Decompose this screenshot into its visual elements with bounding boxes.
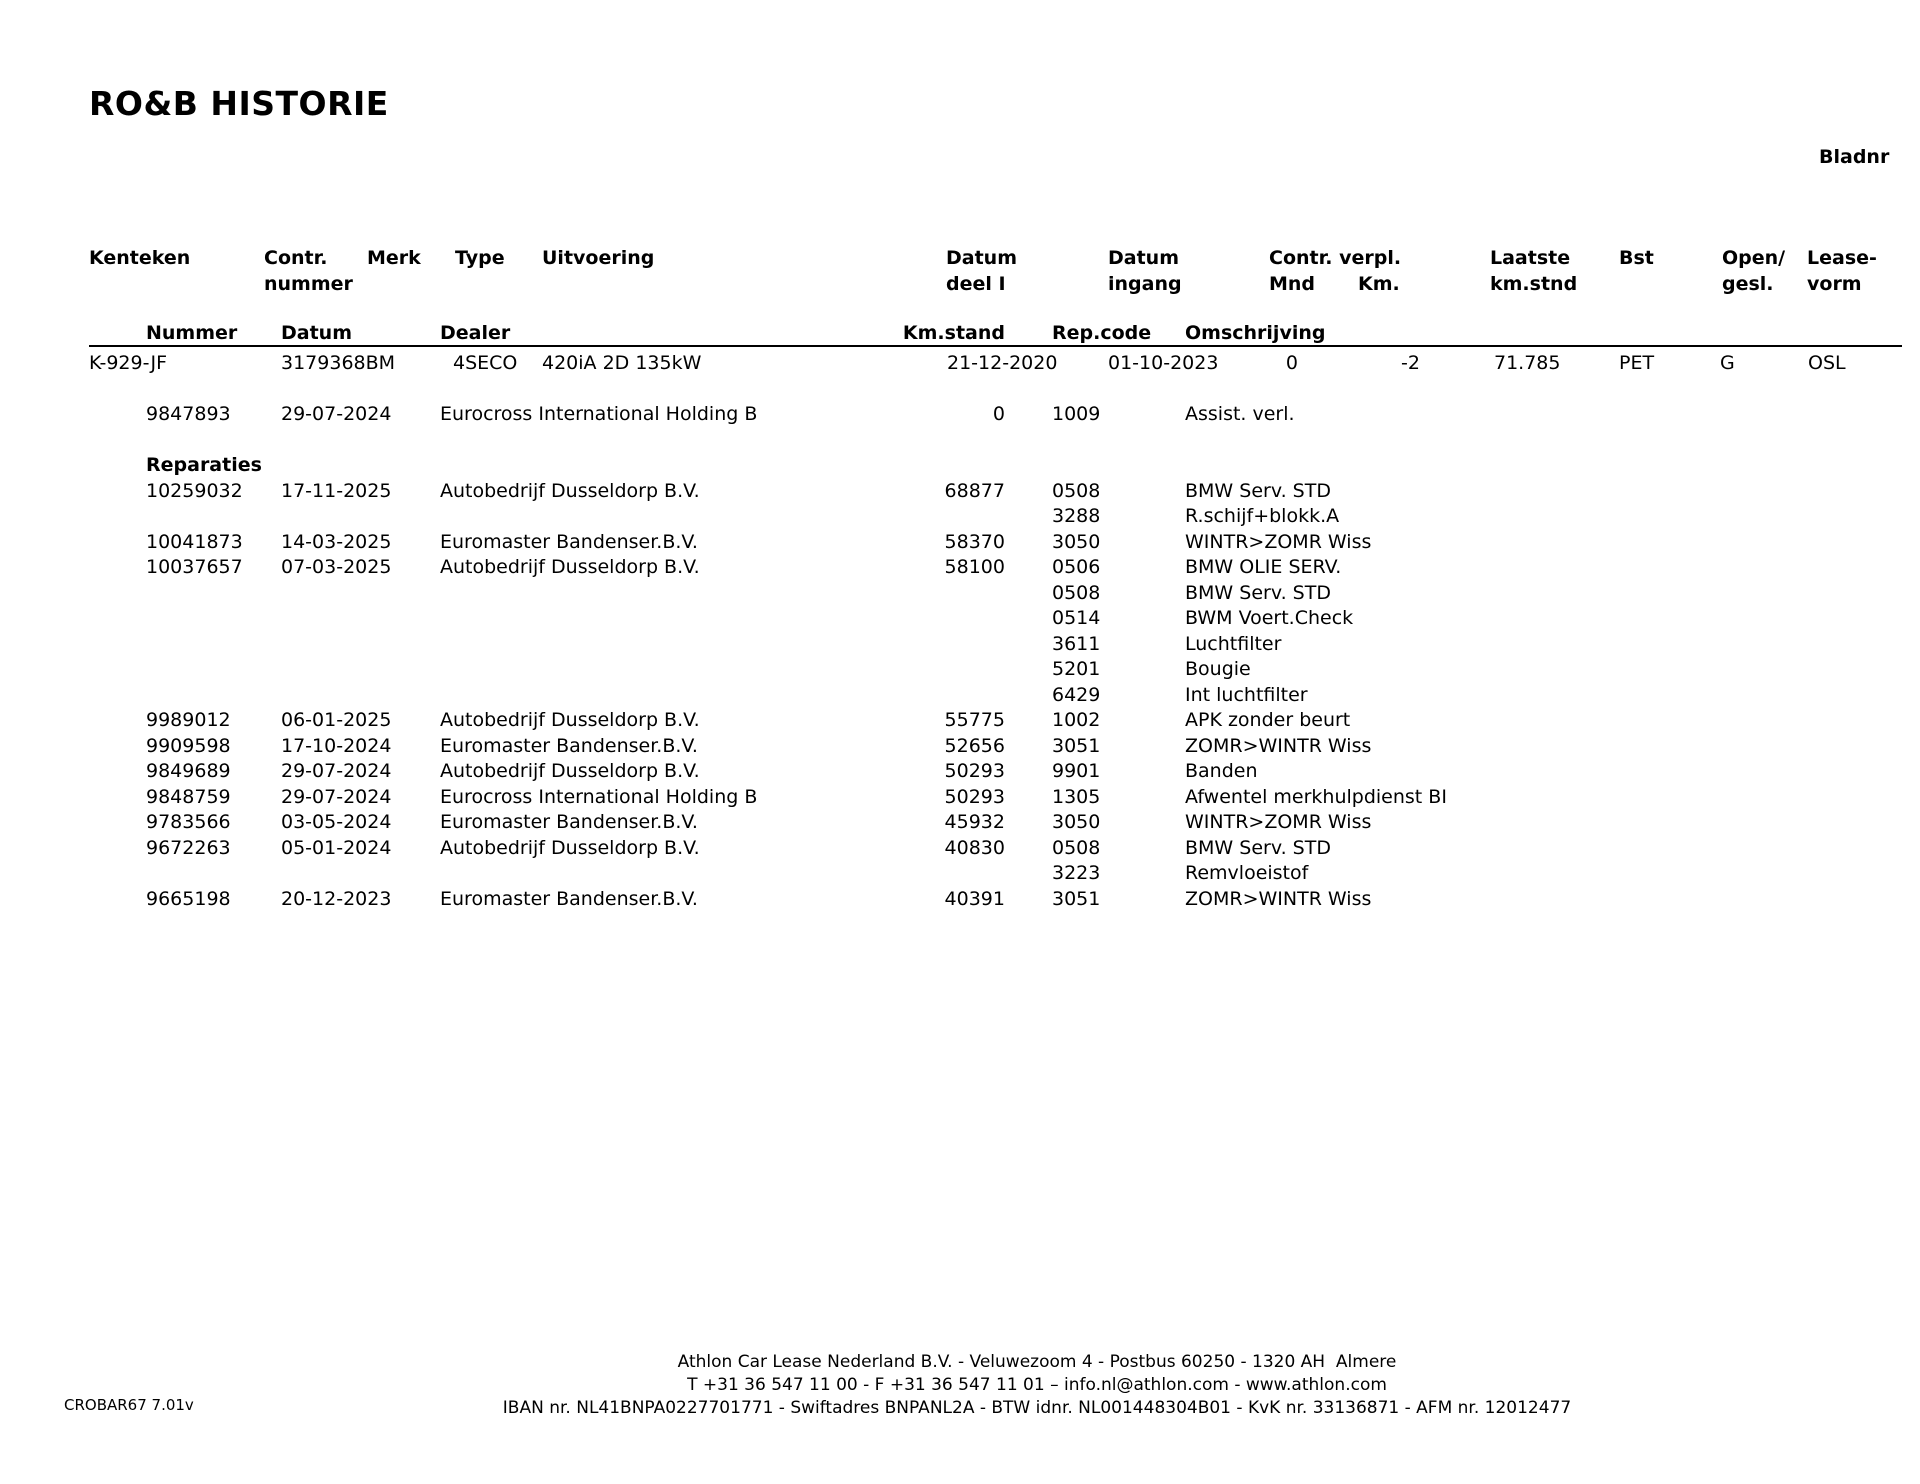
col-header-lease-vorm-line1: Lease- bbox=[1807, 247, 1877, 269]
record-number: 9989012 bbox=[146, 709, 231, 731]
record-omschrijving: BMW Serv. STD bbox=[1185, 479, 1331, 502]
record-dealer: Euromaster Bandenser.B.V. bbox=[440, 530, 698, 553]
record-omschrijving: WINTR>ZOMR Wiss bbox=[1185, 811, 1372, 833]
vehicle-uitvoering: 420iA 2D 135kW bbox=[542, 352, 702, 374]
record-rep-code: 0506 bbox=[1052, 556, 1101, 578]
record-km-stand: 0 bbox=[992, 403, 1005, 425]
col-header-omschrijving: Omschrijving bbox=[1185, 322, 1326, 344]
record-omschrijving: BWM Voert.Check bbox=[1185, 607, 1354, 629]
record-rep-code: 5201 bbox=[1052, 658, 1101, 680]
record-dealer: Euromaster Bandenser.B.V. bbox=[440, 811, 698, 833]
col-header-laatste-line1: Laatste bbox=[1490, 247, 1571, 269]
record-km-stand: 52656 bbox=[944, 734, 1005, 757]
col-header-type: Type bbox=[455, 247, 505, 269]
record-number: 10041873 bbox=[146, 530, 243, 553]
record-omschrijving: Assist. verl. bbox=[1185, 403, 1295, 425]
record-rep-code: 3050 bbox=[1052, 811, 1101, 833]
record-omschrijving: BMW OLIE SERV. bbox=[1185, 556, 1342, 578]
col-header-contr-verpl: Contr. verpl. bbox=[1269, 247, 1402, 269]
record-date: 29-07-2024 bbox=[281, 403, 392, 425]
record-date: 17-10-2024 bbox=[281, 734, 392, 757]
record-dealer: Autobedrijf Dusseldorp B.V. bbox=[440, 556, 700, 578]
col-header-rep-code: Rep.code bbox=[1052, 322, 1152, 344]
repair-row bbox=[0, 632, 1920, 658]
reparaties-section-label: Reparaties bbox=[146, 454, 262, 476]
record-rep-code: 9901 bbox=[1052, 760, 1101, 782]
col-header-km-stand: Km.stand bbox=[902, 322, 1005, 344]
record-omschrijving: WINTR>ZOMR Wiss bbox=[1185, 530, 1372, 553]
repair-row bbox=[0, 708, 1920, 734]
record-km-stand: 58370 bbox=[944, 530, 1005, 553]
program-version: CROBAR67 7.01v bbox=[64, 1396, 194, 1414]
vehicle-datum-ingang: 01-10-2023 bbox=[1108, 352, 1219, 374]
record-omschrijving: BMW Serv. STD bbox=[1185, 836, 1331, 859]
record-rep-code: 3050 bbox=[1052, 530, 1101, 553]
reparaties-section-row bbox=[0, 453, 1920, 479]
col-header-datum-deel-line2: deel I bbox=[946, 273, 1006, 295]
col-header-lease-vorm-line2: vorm bbox=[1807, 273, 1862, 295]
record-km-stand: 40830 bbox=[944, 836, 1005, 859]
col-header-datum-ingang-line2: ingang bbox=[1108, 273, 1182, 295]
page-title: RO&B HISTORIE bbox=[89, 84, 389, 123]
record-dealer: Eurocross International Holding B bbox=[440, 403, 758, 425]
col-header-bst: Bst bbox=[1619, 247, 1654, 269]
record-km-stand: 50293 bbox=[944, 760, 1005, 782]
footer-bank-registration: IBAN nr. NL41BNPA0227701771 - Swiftadres BNPANL2A - BTW idnr. NL001448304B01 - KvK nr. 33136871 - AFM nr. 12012477 bbox=[502, 1398, 1572, 1418]
vehicle-open-gesl: G bbox=[1720, 352, 1735, 374]
col-header-open-gesl-line1: Open/ bbox=[1722, 247, 1786, 269]
record-date: 07-03-2025 bbox=[281, 556, 392, 578]
vehicle-datum-deel-i: 21-12-2020 bbox=[947, 352, 1058, 374]
record-dealer: Eurocross International Holding B bbox=[440, 785, 758, 808]
record-number: 10259032 bbox=[146, 479, 243, 502]
col-header-kenteken: Kenteken bbox=[89, 247, 191, 269]
record-number: 9783566 bbox=[146, 811, 231, 833]
vehicle-contract-number: 3179368BM bbox=[281, 352, 396, 374]
record-number: 9847893 bbox=[146, 403, 231, 425]
vehicle-merk: 4SECO bbox=[453, 352, 518, 374]
record-km-stand: 50293 bbox=[944, 785, 1005, 808]
col-header-datum-deel-line1: Datum bbox=[946, 247, 1017, 269]
record-number: 9909598 bbox=[146, 734, 231, 757]
vehicle-contr-verpl-km: -2 bbox=[1401, 352, 1420, 374]
col-header-datum: Datum bbox=[281, 322, 352, 344]
record-rep-code: 1305 bbox=[1052, 785, 1101, 808]
record-rep-code: 0508 bbox=[1052, 479, 1101, 502]
repair-row bbox=[0, 836, 1920, 862]
record-rep-code: 3051 bbox=[1052, 887, 1101, 910]
col-header-dealer: Dealer bbox=[440, 322, 511, 344]
record-rep-code: 3288 bbox=[1052, 505, 1101, 527]
record-omschrijving: Int luchtfilter bbox=[1185, 683, 1308, 706]
footer-address-block bbox=[484, 1351, 1590, 1420]
repair-row bbox=[0, 759, 1920, 785]
vehicle-bst: PET bbox=[1619, 352, 1655, 374]
record-rep-code: 6429 bbox=[1052, 683, 1101, 706]
col-header-mnd: Mnd bbox=[1269, 273, 1316, 295]
record-omschrijving: Banden bbox=[1185, 760, 1258, 782]
repair-row bbox=[0, 861, 1920, 887]
record-date: 29-07-2024 bbox=[281, 785, 392, 808]
vehicle-row bbox=[0, 351, 1920, 377]
record-omschrijving: Luchtfilter bbox=[1185, 632, 1282, 655]
col-header-km: Km. bbox=[1358, 273, 1400, 295]
record-date: 05-01-2024 bbox=[281, 836, 392, 859]
record-omschrijving: R.schijf+blokk.A bbox=[1185, 505, 1340, 527]
record-number: 9672263 bbox=[146, 836, 231, 859]
record-date: 03-05-2024 bbox=[281, 811, 392, 833]
col-header-laatste-line2: km.stnd bbox=[1490, 273, 1578, 295]
record-omschrijving: ZOMR>WINTR Wiss bbox=[1185, 734, 1372, 757]
record-date: 06-01-2025 bbox=[281, 709, 392, 731]
col-header-merk: Merk bbox=[367, 247, 421, 269]
record-rep-code: 0508 bbox=[1052, 581, 1101, 604]
repair-row bbox=[0, 683, 1920, 709]
repair-row bbox=[0, 887, 1920, 913]
col-header-datum-ingang-line1: Datum bbox=[1108, 247, 1179, 269]
repair-row bbox=[0, 810, 1920, 836]
record-date: 20-12-2023 bbox=[281, 887, 392, 910]
record-date: 29-07-2024 bbox=[281, 760, 392, 782]
assistance-row bbox=[0, 402, 1920, 428]
record-dealer: Autobedrijf Dusseldorp B.V. bbox=[440, 836, 700, 859]
repair-row bbox=[0, 606, 1920, 632]
record-omschrijving: APK zonder beurt bbox=[1185, 709, 1351, 731]
repair-row bbox=[0, 785, 1920, 811]
record-omschrijving: BMW Serv. STD bbox=[1185, 581, 1331, 604]
footer-company-address: Athlon Car Lease Nederland B.V. - Veluwezoom 4 - Postbus 60250 - 1320 AH Almere bbox=[677, 1352, 1397, 1372]
record-rep-code: 1009 bbox=[1052, 403, 1101, 425]
spacer-row bbox=[0, 428, 1920, 454]
record-rep-code: 0508 bbox=[1052, 836, 1101, 859]
repair-row bbox=[0, 581, 1920, 607]
repair-row bbox=[0, 657, 1920, 683]
col-header-contr-nummer-line2: nummer bbox=[264, 273, 353, 295]
record-omschrijving: Remvloeistof bbox=[1185, 862, 1309, 884]
col-header-contr-nummer-line1: Contr. bbox=[264, 247, 328, 269]
contract-header-row bbox=[0, 247, 1920, 301]
repair-row bbox=[0, 530, 1920, 556]
repair-row bbox=[0, 734, 1920, 760]
record-km-stand: 58100 bbox=[944, 556, 1005, 578]
vehicle-lease-vorm: OSL bbox=[1808, 352, 1846, 374]
repair-row bbox=[0, 555, 1920, 581]
vehicle-kenteken: K-929-JF bbox=[89, 352, 168, 374]
record-rep-code: 3611 bbox=[1052, 632, 1101, 655]
record-dealer: Euromaster Bandenser.B.V. bbox=[440, 734, 698, 757]
record-rep-code: 3223 bbox=[1052, 862, 1101, 884]
record-number: 9665198 bbox=[146, 887, 231, 910]
table-body bbox=[0, 351, 1920, 912]
record-omschrijving: Afwentel merkhulpdienst BI bbox=[1185, 785, 1447, 808]
record-dealer: Autobedrijf Dusseldorp B.V. bbox=[440, 709, 700, 731]
repair-row bbox=[0, 479, 1920, 505]
record-dealer: Autobedrijf Dusseldorp B.V. bbox=[440, 479, 700, 502]
repair-row bbox=[0, 504, 1920, 530]
footer-contact: T +31 36 547 11 00 - F +31 36 547 11 01 – info.nl@athlon.com - www.athlon.com bbox=[687, 1375, 1387, 1395]
record-number: 9849689 bbox=[146, 760, 231, 782]
vehicle-contr-verpl-mnd: 0 bbox=[1285, 352, 1298, 374]
col-header-open-gesl-line2: gesl. bbox=[1722, 273, 1774, 295]
record-omschrijving: Bougie bbox=[1185, 658, 1251, 680]
record-number: 10037657 bbox=[146, 556, 243, 578]
record-rep-code: 1002 bbox=[1052, 709, 1101, 731]
page-number-label: Bladnr bbox=[1819, 146, 1890, 168]
record-dealer: Autobedrijf Dusseldorp B.V. bbox=[440, 760, 700, 782]
record-km-stand: 68877 bbox=[944, 479, 1005, 502]
record-km-stand: 40391 bbox=[944, 887, 1005, 910]
col-header-nummer: Nummer bbox=[146, 322, 238, 344]
record-date: 17-11-2025 bbox=[281, 479, 392, 502]
record-rep-code: 0514 bbox=[1052, 607, 1101, 629]
record-km-stand: 45932 bbox=[944, 811, 1005, 833]
header-divider-line bbox=[89, 345, 1902, 347]
record-number: 9848759 bbox=[146, 785, 231, 808]
vehicle-laatste-km-stnd: 71.785 bbox=[1494, 352, 1561, 374]
record-rep-code: 3051 bbox=[1052, 734, 1101, 757]
record-dealer: Euromaster Bandenser.B.V. bbox=[440, 887, 698, 910]
record-km-stand: 55775 bbox=[944, 709, 1005, 731]
col-header-uitvoering: Uitvoering bbox=[542, 247, 655, 269]
spacer-row bbox=[0, 377, 1920, 403]
record-omschrijving: ZOMR>WINTR Wiss bbox=[1185, 887, 1372, 910]
record-header-row bbox=[0, 322, 1920, 346]
record-date: 14-03-2025 bbox=[281, 530, 392, 553]
